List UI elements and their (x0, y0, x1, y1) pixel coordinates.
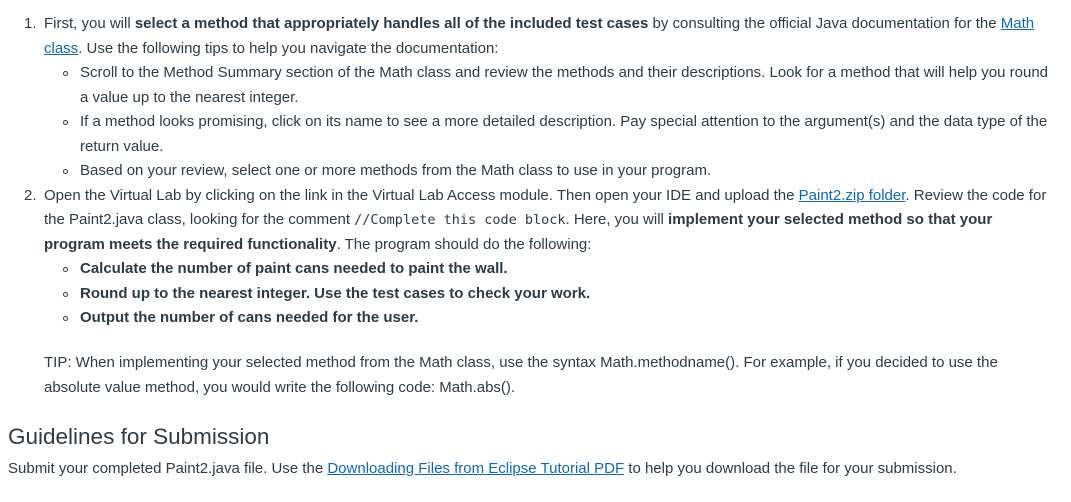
list-item (44, 282, 1054, 307)
list-item (44, 306, 1054, 331)
step-1 (24, 12, 1054, 184)
bullet-icon (63, 71, 68, 76)
requirements-list (44, 257, 1054, 331)
submission-text: Submit your completed Paint2.java file. Use the (8, 460, 328, 477)
list-item-text: Scroll to the Method Summary section of the Math class and review the methods and their descriptions. Look for a method that will help you round a value up to the nearest integer. (80, 64, 1049, 106)
submission-paragraph (8, 457, 1058, 481)
step-text: by consulting the official Java documentation for the (648, 15, 1001, 32)
list-item (44, 61, 1054, 110)
list-item (44, 110, 1054, 159)
list-item (44, 159, 1054, 184)
step-emphasis: implement your selected method so that your program meets the required functionality (44, 211, 993, 253)
list-item-text: Based on your review, select one or more methods from the Math class to use in your program. (80, 162, 712, 179)
steps-list (24, 12, 1054, 331)
bullet-icon (63, 169, 68, 174)
list-item-text: If a method looks promising, click on its name to see a more detailed description. Pay special attention to the argument(s) and the data type of the return value. (80, 113, 1048, 155)
step-text: . Here, you will (565, 211, 669, 228)
math-class-link[interactable]: Math class (44, 15, 1035, 57)
bullet-icon (63, 292, 68, 297)
bullet-icon (63, 120, 68, 125)
bullet-icon (63, 267, 68, 272)
list-item-text: Calculate the number of paint cans needed to paint the wall. (80, 260, 508, 277)
section-heading: Guidelines for Submission (8, 424, 270, 449)
submission-text: to help you download the file for your submission. (624, 460, 957, 477)
list-item-text: Output the number of cans needed for the user. (80, 309, 419, 326)
step-text: . Review the code for the Paint2.java class, looking for the comment (44, 186, 1047, 228)
step-text: . The program should do the following: (336, 235, 592, 253)
bullet-icon (63, 316, 68, 321)
tip-paragraph: TIP: When implementing your selected method from the Math class, use the syntax Math.methodname(). For example, if you decided to use the absolute value method, you would write the following code: Math.abs(). (44, 354, 998, 396)
step-number: 1. (24, 15, 37, 32)
eclipse-tutorial-link[interactable]: Downloading Files from Eclipse Tutorial PDF (327, 460, 625, 477)
step-text: Open the Virtual Lab by clicking on the link in the Virtual Lab Access module. Then open your IDE and upload the (44, 186, 799, 204)
step-text: First, you will (44, 15, 135, 32)
step-2 (24, 184, 1054, 331)
list-item (44, 257, 1054, 282)
tips-list (44, 61, 1054, 184)
step-text: . Use the following tips to help you navigate the documentation: (78, 39, 499, 57)
code-comment: //Complete this code block (354, 212, 566, 228)
step-emphasis: select a method that appropriately handles all of the included test cases (134, 15, 649, 32)
paint2-zip-link[interactable]: Paint2.zip folder (798, 186, 906, 204)
list-item-text: Round up to the nearest integer. Use the test cases to check your work. (80, 284, 591, 302)
step-number: 2. (24, 186, 37, 204)
